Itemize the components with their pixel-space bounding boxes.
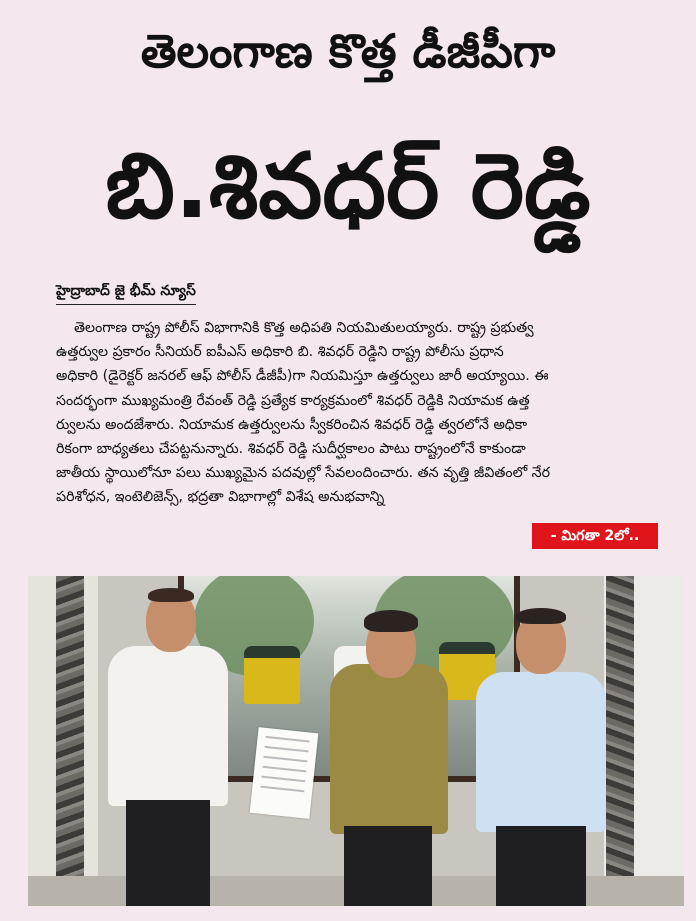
body-line: అధికారి (డైరెక్టర్ జనరల్ ఆఫ్ పోలీస్ డీజీపీ)గా నియమిస్తూ ఉత్తర్వులు జారీ అయ్యాయి. ఈ bbox=[56, 368, 549, 385]
dateline: హైద్రాబాద్ జై భీమ్ న్యూస్ bbox=[56, 283, 196, 305]
kicker-headline: తెలంగాణ కొత్త డీజీపీగా bbox=[140, 24, 556, 78]
body-line: సందర్భంగా ముఖ్యమంత్రి రేవంత్ రెడ్డి ప్రత్యేక కార్యక్రమంలో శివధర్ రెడ్డికి నియామక ఉత్త bbox=[56, 392, 530, 409]
body-line: రికంగా బాధ్యతలు చేపట్టనున్నారు. శివధర్ రెడ్డి సుదీర్ఘకాలం పాటు రాష్ట్రంలోనే కాకుండా bbox=[56, 441, 526, 458]
appointment-letter bbox=[250, 727, 319, 819]
news-photo bbox=[28, 576, 684, 906]
photo-marble-pillar-right bbox=[606, 576, 634, 876]
body-line: ఉత్తర్వుల ప్రకారం సీనియర్ ఐపీఎస్ అధికారి బి. శివధర్ రెడ్డిని రాష్ట్ర పోలీసు ప్రధాన bbox=[56, 344, 504, 361]
body-line: జాతీయ స్థాయిలోనూ పలు ముఖ్యమైన పదవుల్లో సేవలందించారు. తన వృత్తి జీవితంలో నేర bbox=[56, 465, 551, 482]
body-line: పరిశోధన, ఇంటెలిజెన్స్, భద్రతా విభాగాల్లో విశేష అనుభవాన్ని bbox=[56, 489, 385, 506]
photo-marble-pillar-left bbox=[56, 576, 84, 876]
article-body bbox=[56, 316, 668, 510]
body-line: తెలంగాణ రాష్ట్ర పోలీస్ విభాగానికి కొత్త అధిపతి నియమితులయ్యారు. రాష్ట్ర ప్రభుత్వ bbox=[74, 320, 534, 336]
main-headline: బి.శివధర్ రెడ్డి bbox=[105, 134, 591, 239]
body-line: ర్వులను అందజేశారు. నియామక ఉత్తర్వులను స్వీకరించిన శివధర్ రెడ్డి త్వరలోనే అధికా bbox=[56, 416, 528, 433]
continued-badge: - మిగతా 2లో.. bbox=[532, 523, 658, 549]
photo-autorickshaw bbox=[244, 646, 300, 704]
